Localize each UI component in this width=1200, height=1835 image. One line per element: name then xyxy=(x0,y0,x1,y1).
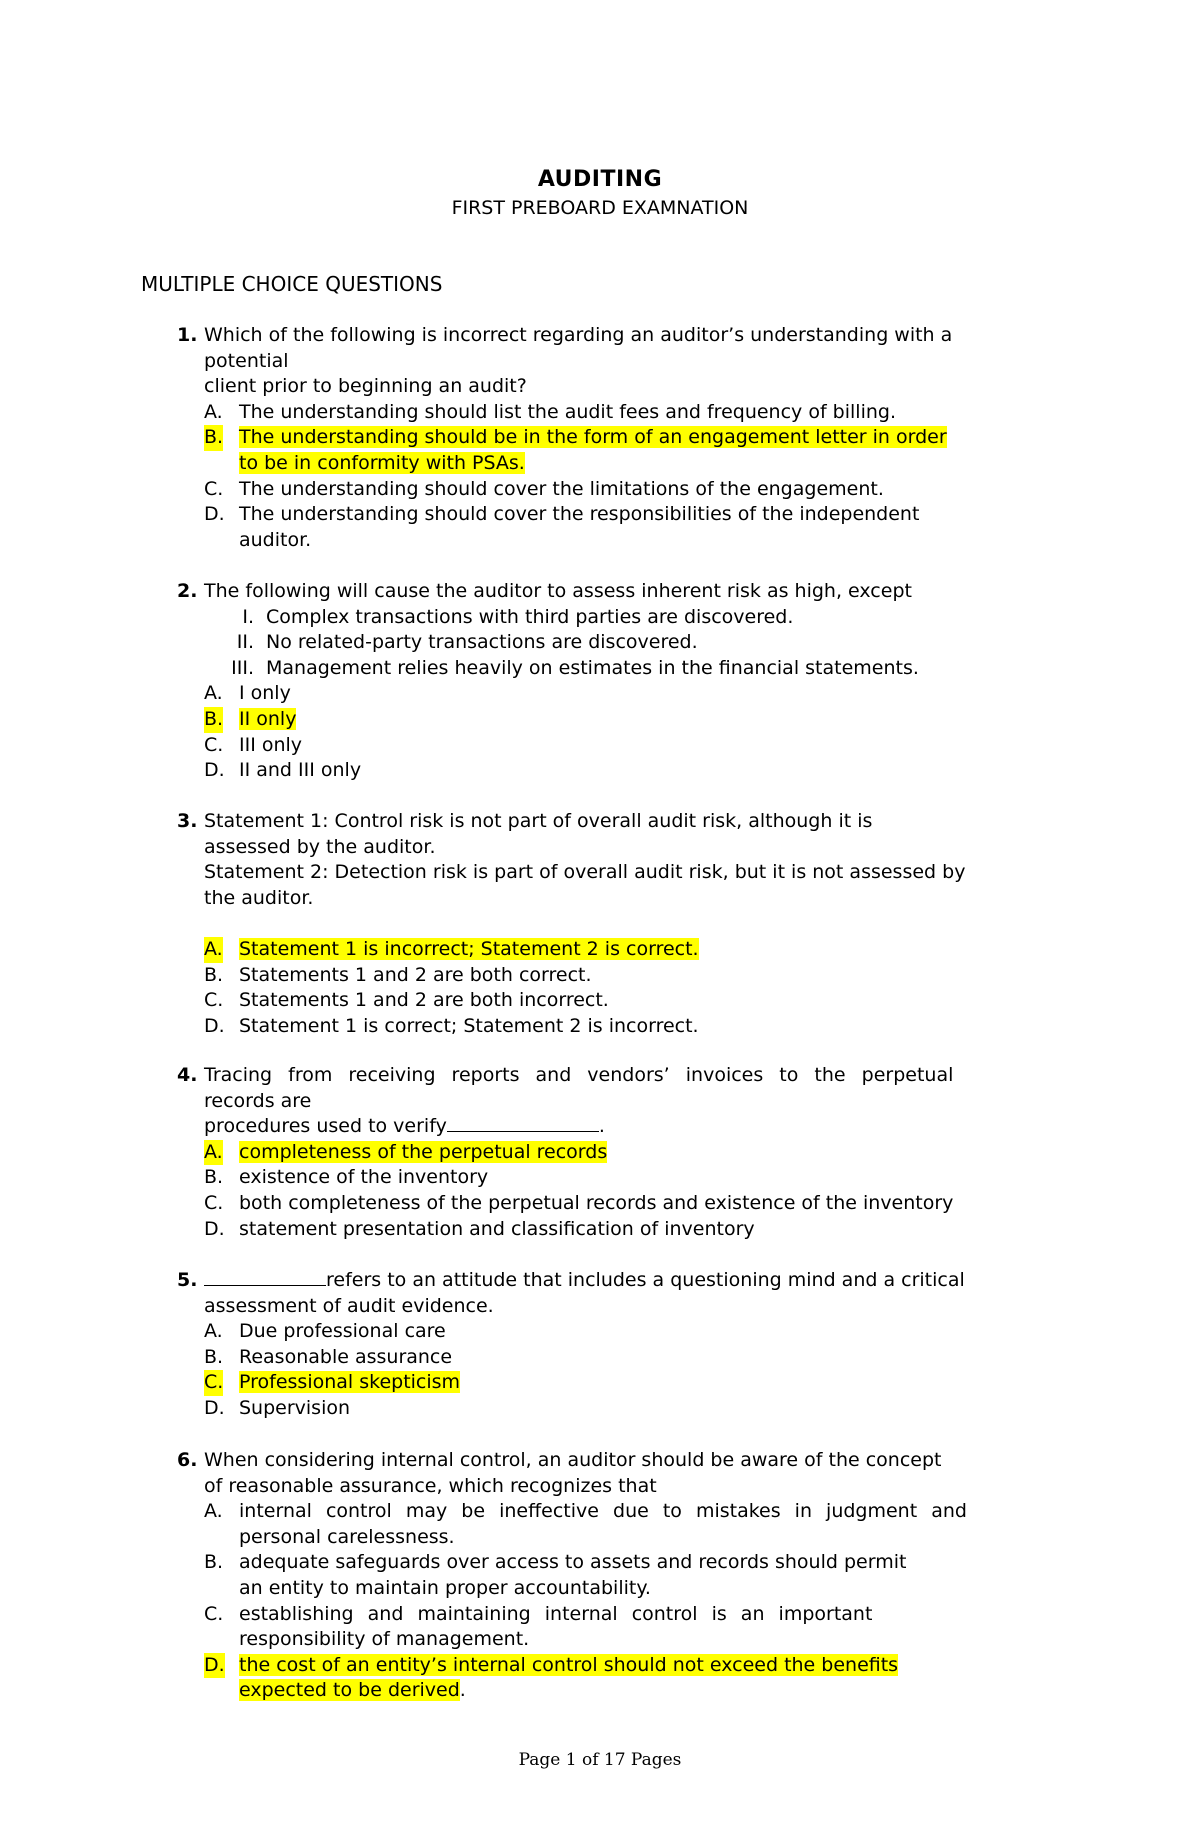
option-letter: D. xyxy=(204,503,225,526)
option-text: I only xyxy=(239,682,291,705)
page-footer: Page 1 of 17 Pages xyxy=(518,1750,682,1770)
option-letter: C. xyxy=(204,733,224,756)
question-stem: client prior to beginning an audit? xyxy=(204,375,527,398)
question-number: 6. xyxy=(177,1449,198,1471)
statement-text: Complex transactions with third parties are discovered. xyxy=(266,605,794,628)
option-text: establishing and maintaining internal control is an important xyxy=(239,1602,873,1625)
question-stem: When considering internal control, an auditor should be aware of the concept xyxy=(204,1449,942,1471)
answer-blank xyxy=(204,1268,326,1286)
option-text: II and III only xyxy=(239,759,362,782)
option-text: The understanding should cover the responsibilities of the independent xyxy=(239,503,920,526)
option-text: to be in conformity with PSAs. xyxy=(239,451,525,474)
option-text: Statement 1 is incorrect; Statement 2 is correct. xyxy=(239,937,699,960)
option-c xyxy=(204,477,1081,503)
option-letter: C. xyxy=(204,1191,224,1214)
question-number: 2. xyxy=(177,580,198,602)
question-stem: records are xyxy=(204,1089,312,1112)
option-a-correct xyxy=(204,937,1081,963)
statement-text: Management relies heavily on estimates in the financial statements. xyxy=(266,656,919,679)
option-d xyxy=(204,758,1081,784)
option-text: statement presentation and classification of inventory xyxy=(239,1217,755,1240)
question-stem: Which of the following is incorrect regarding an auditor’s understanding with a xyxy=(204,324,953,346)
option-text: expected to be derived xyxy=(239,1679,460,1702)
question-5 xyxy=(141,1268,1081,1422)
option-text: Supervision xyxy=(239,1396,351,1419)
question-stem: The following will cause the auditor to assess inherent risk as high, except xyxy=(204,580,912,602)
option-text: existence of the inventory xyxy=(239,1166,489,1189)
question-stem-blank-line xyxy=(204,1268,1081,1294)
option-text: both completeness of the perpetual records and existence of the inventory xyxy=(239,1191,954,1214)
option-d xyxy=(204,1217,1081,1243)
option-letter: A. xyxy=(204,682,223,705)
option-letter: A. xyxy=(204,937,223,963)
option-text-end: . xyxy=(459,1679,466,1702)
option-c xyxy=(204,733,1081,759)
answer-blank xyxy=(447,1114,599,1132)
option-a xyxy=(204,681,1081,707)
option-letter: A. xyxy=(204,1500,223,1523)
question-stem: Tracing from receiving reports and vendors’ invoices to the perpetual xyxy=(204,1064,954,1086)
page-title: AUDITING xyxy=(537,167,663,192)
option-letter: A. xyxy=(204,1140,223,1166)
option-text: Reasonable assurance xyxy=(239,1345,453,1368)
option-d-correct xyxy=(204,1653,1081,1704)
option-text: The understanding should be in the form of an engagement letter in order xyxy=(239,426,947,449)
option-b xyxy=(204,1550,1081,1601)
option-text: Due professional care xyxy=(239,1320,446,1343)
statement-numeral: II. xyxy=(236,631,254,654)
option-letter: C. xyxy=(204,1370,223,1396)
statement-numeral: I. xyxy=(242,605,254,628)
option-c xyxy=(204,1191,1081,1217)
option-letter: D. xyxy=(204,1396,225,1419)
option-c xyxy=(204,1602,1081,1653)
option-letter: D. xyxy=(204,1217,225,1240)
option-d xyxy=(204,1014,1081,1040)
option-a xyxy=(204,400,1081,426)
option-text: internal control may be ineffective due to mistakes in judgment and xyxy=(239,1500,967,1523)
question-stem-end: . xyxy=(598,1115,605,1138)
question-stem: potential xyxy=(204,349,289,372)
option-text: Statement 1 is correct; Statement 2 is incorrect. xyxy=(239,1014,699,1037)
option-text: The understanding should cover the limitations of the engagement. xyxy=(239,477,884,500)
question-number: 3. xyxy=(177,810,198,832)
option-letter: C. xyxy=(204,477,224,500)
option-text: Statements 1 and 2 are both incorrect. xyxy=(239,989,609,1012)
option-letter: B. xyxy=(204,1166,224,1189)
option-letter: A. xyxy=(204,1320,223,1343)
option-a-correct xyxy=(204,1140,1081,1166)
statement-iii xyxy=(204,656,1081,682)
question-1 xyxy=(141,323,1081,553)
question-4 xyxy=(141,1063,1081,1242)
option-letter: D. xyxy=(204,1653,225,1679)
option-letter: B. xyxy=(204,1345,224,1368)
question-6 xyxy=(141,1448,1081,1704)
option-b xyxy=(204,963,1081,989)
spacer xyxy=(204,911,1081,937)
question-stem: of reasonable assurance, which recognizes that xyxy=(204,1474,657,1497)
option-text: III only xyxy=(239,733,303,756)
question-2 xyxy=(141,579,1081,784)
option-c-correct xyxy=(204,1370,1081,1396)
option-text: personal carelessness. xyxy=(239,1525,455,1548)
statement-numeral: III. xyxy=(231,656,254,679)
page-subtitle: FIRST PREBOARD EXAMNATION xyxy=(451,197,749,219)
option-text: the cost of an entity’s internal control should not exceed the benefits xyxy=(239,1653,899,1676)
question-stem: Statement 1: Control risk is not part of overall audit risk, although it is xyxy=(204,810,873,832)
option-text: an entity to maintain proper accountability. xyxy=(239,1576,651,1599)
question-3 xyxy=(141,809,1081,1039)
option-letter: D. xyxy=(204,1014,225,1037)
option-b-correct xyxy=(204,425,1081,476)
option-text: responsibility of management. xyxy=(239,1628,530,1651)
option-text: auditor. xyxy=(239,528,312,551)
option-text: completeness of the perpetual records xyxy=(239,1140,608,1163)
option-text: adequate safeguards over access to assets and records should permit xyxy=(239,1551,907,1574)
question-number: 4. xyxy=(177,1064,198,1086)
question-number: 5. xyxy=(177,1269,198,1291)
option-letter: B. xyxy=(204,1551,224,1574)
option-letter: A. xyxy=(204,400,223,423)
option-a xyxy=(204,1319,1081,1345)
section-title: MULTIPLE CHOICE QUESTIONS xyxy=(141,272,443,296)
option-d xyxy=(204,1396,1081,1422)
question-stem-blank-line xyxy=(204,1114,1081,1140)
question-stem: the auditor. xyxy=(204,886,314,909)
question-stem: refers to an attitude that includes a questioning mind and a critical xyxy=(326,1269,965,1291)
option-a xyxy=(204,1499,1081,1550)
statement-text: No related-party transactions are discovered. xyxy=(266,631,698,654)
question-number: 1. xyxy=(177,324,198,346)
option-c xyxy=(204,988,1081,1014)
option-text: The understanding should list the audit fees and frequency of billing. xyxy=(239,400,897,423)
question-stem: assessed by the auditor. xyxy=(204,835,436,858)
option-text: II only xyxy=(239,707,297,730)
option-b xyxy=(204,1165,1081,1191)
option-text: Professional skepticism xyxy=(239,1371,461,1394)
statement-i xyxy=(204,605,1081,631)
option-b-correct xyxy=(204,707,1081,733)
option-b xyxy=(204,1345,1081,1371)
statement-ii xyxy=(204,630,1081,656)
option-letter: B. xyxy=(204,707,223,733)
option-text: Statements 1 and 2 are both correct. xyxy=(239,963,592,986)
option-letter: B. xyxy=(204,425,223,451)
option-letter: B. xyxy=(204,963,224,986)
question-stem: assessment of audit evidence. xyxy=(204,1294,494,1317)
question-stem: Statement 2: Detection risk is part of overall audit risk, but it is not assessed by xyxy=(204,861,966,884)
option-letter: C. xyxy=(204,1602,224,1625)
option-letter: D. xyxy=(204,759,225,782)
question-stem: procedures used to verify xyxy=(204,1115,447,1138)
option-letter: C. xyxy=(204,989,224,1012)
option-d xyxy=(204,502,1081,553)
